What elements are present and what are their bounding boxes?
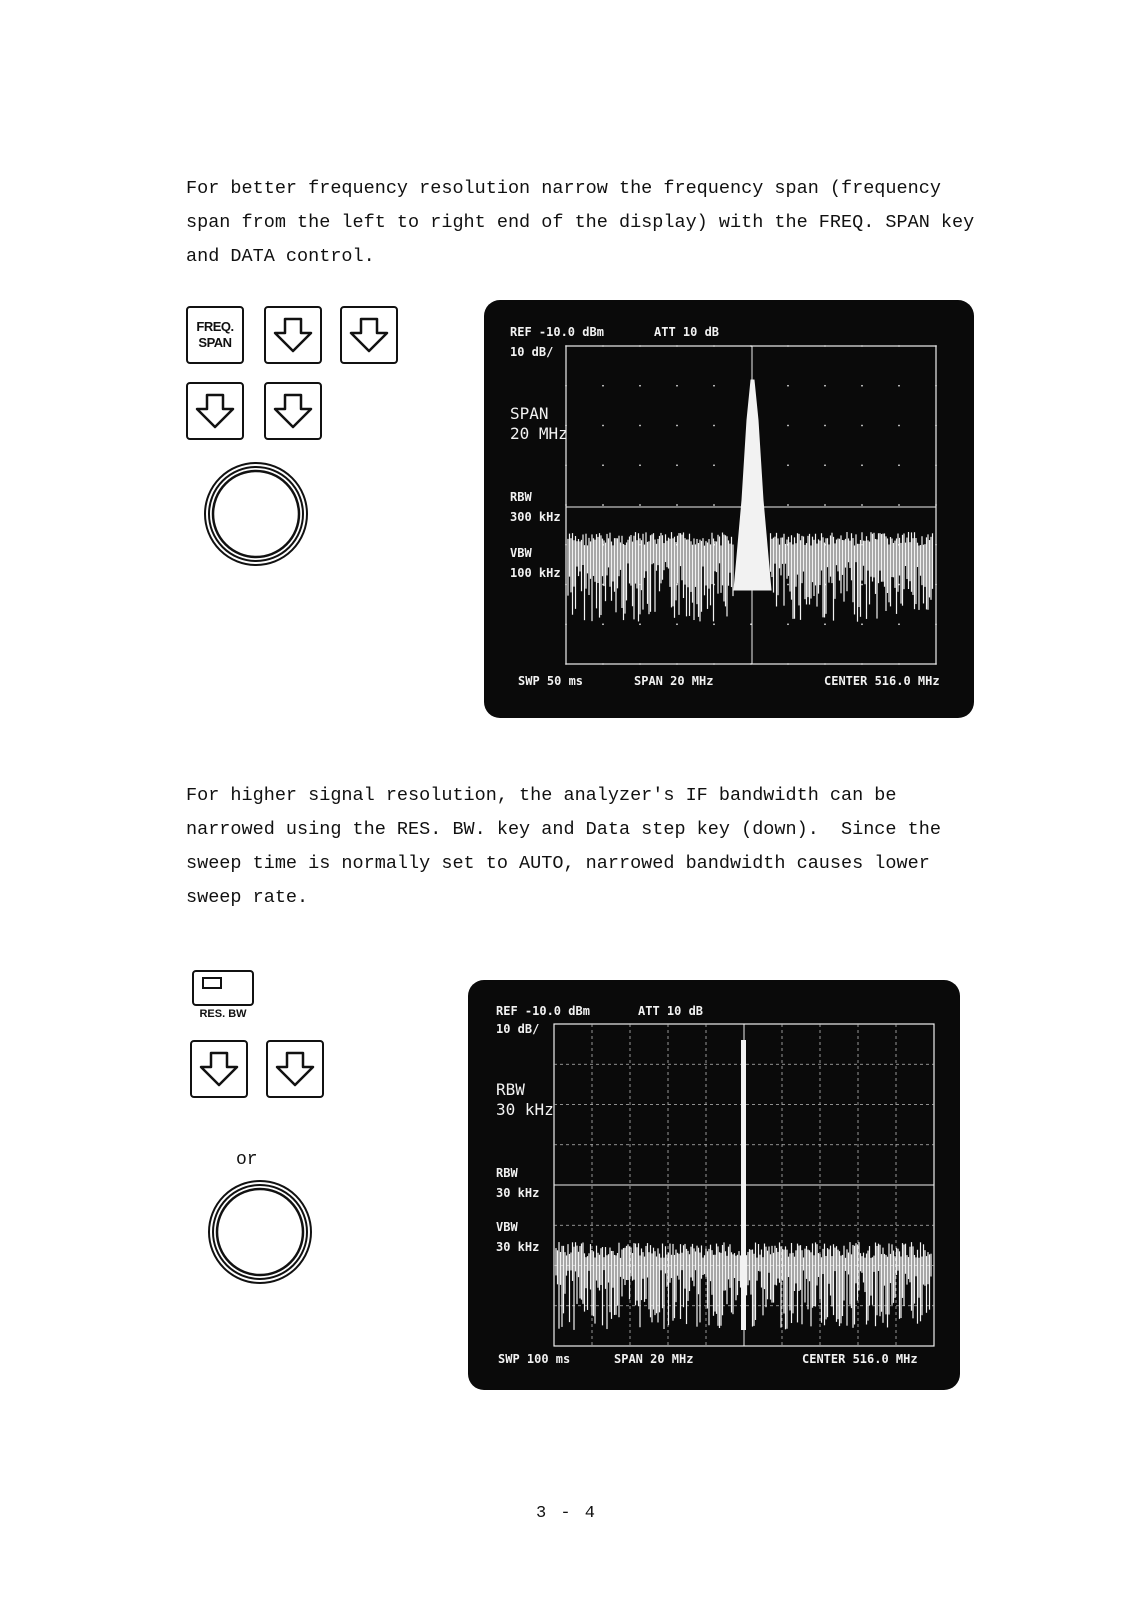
center-frequency: CENTER 516.0 MHz xyxy=(802,1352,918,1366)
big-label-2: 20 MHz xyxy=(510,424,568,443)
span-readout: SPAN 20 MHz xyxy=(614,1352,694,1366)
rbw-value: 30 kHz xyxy=(496,1186,540,1200)
data-control-knob[interactable] xyxy=(202,460,310,568)
attenuation: ATT 10 dB xyxy=(638,1004,704,1018)
knob-icon xyxy=(202,460,310,568)
down-arrow-icon xyxy=(271,315,315,355)
down-arrow-icon xyxy=(197,1049,241,1089)
step-down-key[interactable] xyxy=(266,1040,324,1098)
vbw-label: VBW xyxy=(510,546,532,560)
step-down-key[interactable] xyxy=(264,382,322,440)
span-readout: SPAN 20 MHz xyxy=(634,674,714,688)
scale: 10 dB/ xyxy=(510,345,554,359)
scale: 10 dB/ xyxy=(496,1022,540,1036)
freq-span-key-label-2: SPAN xyxy=(198,335,232,350)
down-arrow-icon xyxy=(273,1049,317,1089)
ref-level: REF -10.0 dBm xyxy=(510,325,604,339)
center-frequency: CENTER 516.0 MHz xyxy=(824,674,940,688)
res-bw-key-label: RES. BW xyxy=(199,1008,247,1020)
analyzer-screen-rbw xyxy=(468,980,960,1390)
freq-span-key-label-1: FREQ. xyxy=(196,319,234,334)
or-label: or xyxy=(236,1150,258,1170)
big-label-1: SPAN xyxy=(510,404,549,423)
rbw-value: 300 kHz xyxy=(510,510,561,524)
led-indicator xyxy=(202,977,222,989)
step-down-key[interactable] xyxy=(190,1040,248,1098)
step-down-key[interactable] xyxy=(340,306,398,364)
vbw-label: VBW xyxy=(496,1220,518,1234)
down-arrow-icon xyxy=(347,315,391,355)
paragraph-res-bw: For higher signal resolution, the analyzer's IF bandwidth can be narrowed using the RES. BW. key and Data step key (down). Since the sweep time is normally set to AUTO, narrowed bandwidth causes lower sweep rate. xyxy=(186,785,941,908)
sweep-time: SWP 50 ms xyxy=(518,674,584,688)
big-label-2: 30 kHz xyxy=(496,1100,554,1119)
sweep-time: SWP 100 ms xyxy=(498,1352,571,1366)
spectrum-plot xyxy=(484,300,974,718)
data-control-knob[interactable] xyxy=(206,1178,314,1286)
attenuation: ATT 10 dB xyxy=(654,325,720,339)
rbw-label: RBW xyxy=(510,490,532,504)
vbw-value: 30 kHz xyxy=(496,1240,540,1254)
res-bw-key[interactable] xyxy=(192,970,254,1006)
rbw-label: RBW xyxy=(496,1166,518,1180)
big-label-1: RBW xyxy=(496,1080,525,1099)
spectrum-plot xyxy=(468,980,960,1390)
step-down-key[interactable] xyxy=(264,306,322,364)
down-arrow-icon xyxy=(193,391,237,431)
step-down-key[interactable] xyxy=(186,382,244,440)
analyzer-screen-span xyxy=(484,300,974,718)
page-number: 3 - 4 xyxy=(536,1504,598,1523)
paragraph-freq-span: For better frequency resolution narrow the frequency span (frequency span from the left to right end of the display) with the FREQ. SPAN key and DATA control. xyxy=(186,178,975,267)
ref-level: REF -10.0 dBm xyxy=(496,1004,590,1018)
knob-icon xyxy=(206,1178,314,1286)
freq-span-key[interactable] xyxy=(186,306,244,364)
vbw-value: 100 kHz xyxy=(510,566,561,580)
down-arrow-icon xyxy=(271,391,315,431)
